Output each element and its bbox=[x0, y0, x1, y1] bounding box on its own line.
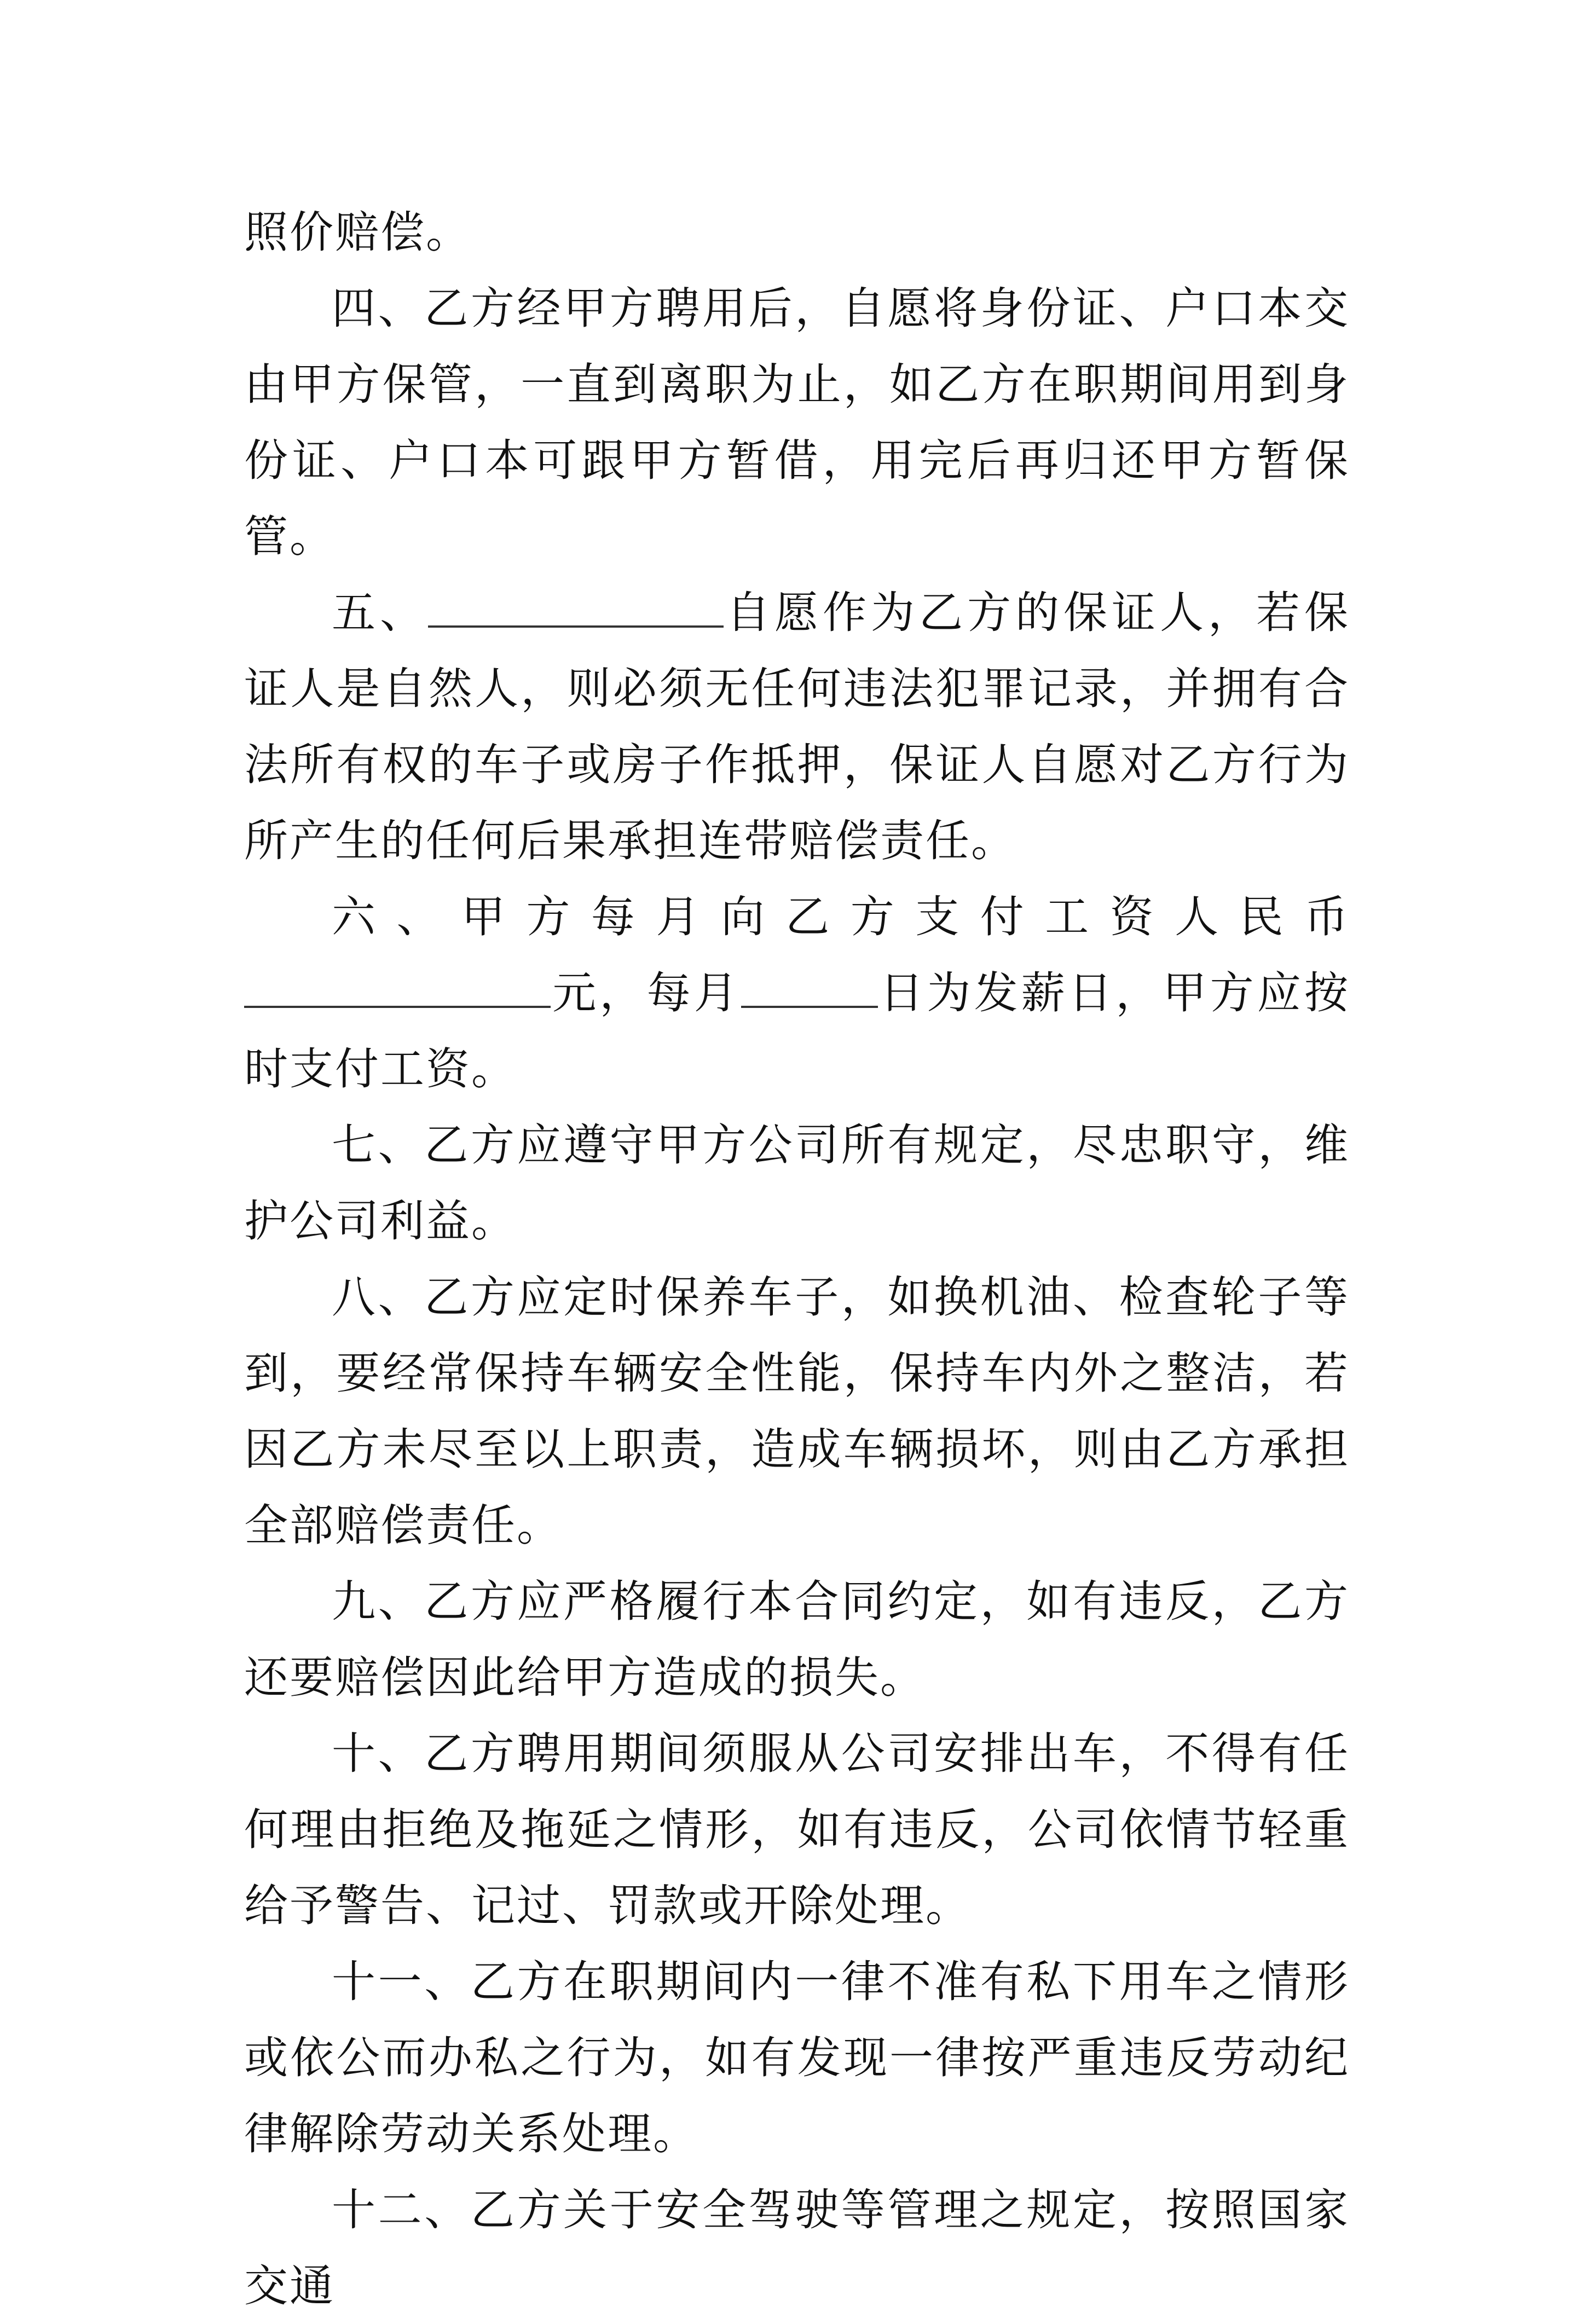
salary-amount-blank bbox=[244, 967, 551, 1008]
clause-6-text: 日为发薪日，甲方应按时支付工资。 bbox=[244, 967, 1350, 1094]
clause-9: 九、乙方应严格履行本合同约定，如有违反，乙方还要赔偿因此给甲方造成的损失。 bbox=[244, 1576, 1350, 1703]
clause-5-text: 自愿作为乙方的保证人，若保证人是自然人，则必须无任何违法犯罪记录，并拥有合法所有权的车子或房子作抵押，保证人自愿对乙方行为所产生的任何后果承担连带赔偿责任。 bbox=[244, 587, 1350, 866]
guarantor-blank bbox=[428, 587, 724, 628]
clause-6-prefix: 六、甲方每月向乙方支付工资人民币 bbox=[332, 891, 1350, 942]
paragraph-continuation: 照价赔偿。 bbox=[244, 207, 471, 258]
clause-12: 十二、乙方关于安全驾驶等管理之规定，按照国家交通 bbox=[244, 2184, 1350, 2311]
clause-10: 十、乙方聘用期间须服从公司安排出车，不得有任何理由拒绝及拖延之情形，如有违反，公司依情节轻重给予警告、记过、罚款或开除处理。 bbox=[244, 1728, 1350, 1931]
clause-11: 十一、乙方在职期间内一律不准有私下用车之情形或依公而办私之行为，如有发现一律按严重违反劳动纪律解除劳动关系处理。 bbox=[244, 1956, 1350, 2159]
clause-6-middle: 元，每月 bbox=[551, 967, 741, 1018]
clause-5-prefix: 五、 bbox=[332, 587, 428, 638]
document-body bbox=[244, 194, 1350, 2324]
payday-blank bbox=[741, 967, 878, 1008]
clause-7: 七、乙方应遵守甲方公司所有规定，尽忠职守，维护公司利益。 bbox=[244, 1120, 1350, 1247]
clause-5 bbox=[244, 575, 1350, 879]
clause-8: 八、乙方应定时保养车子，如换机油、检查轮子等到，要经常保持车辆安全性能，保持车内外之整洁，若因乙方未尽至以上职责，造成车辆损坏，则由乙方承担全部赔偿责任。 bbox=[244, 1272, 1350, 1551]
clause-6 bbox=[244, 879, 1350, 1107]
clause-4: 四、乙方经甲方聘用后，自愿将身份证、户口本交由甲方保管，一直到离职为止，如乙方在职期间用到身份证、户口本可跟甲方暂借，用完后再归还甲方暂保管。 bbox=[244, 283, 1350, 562]
